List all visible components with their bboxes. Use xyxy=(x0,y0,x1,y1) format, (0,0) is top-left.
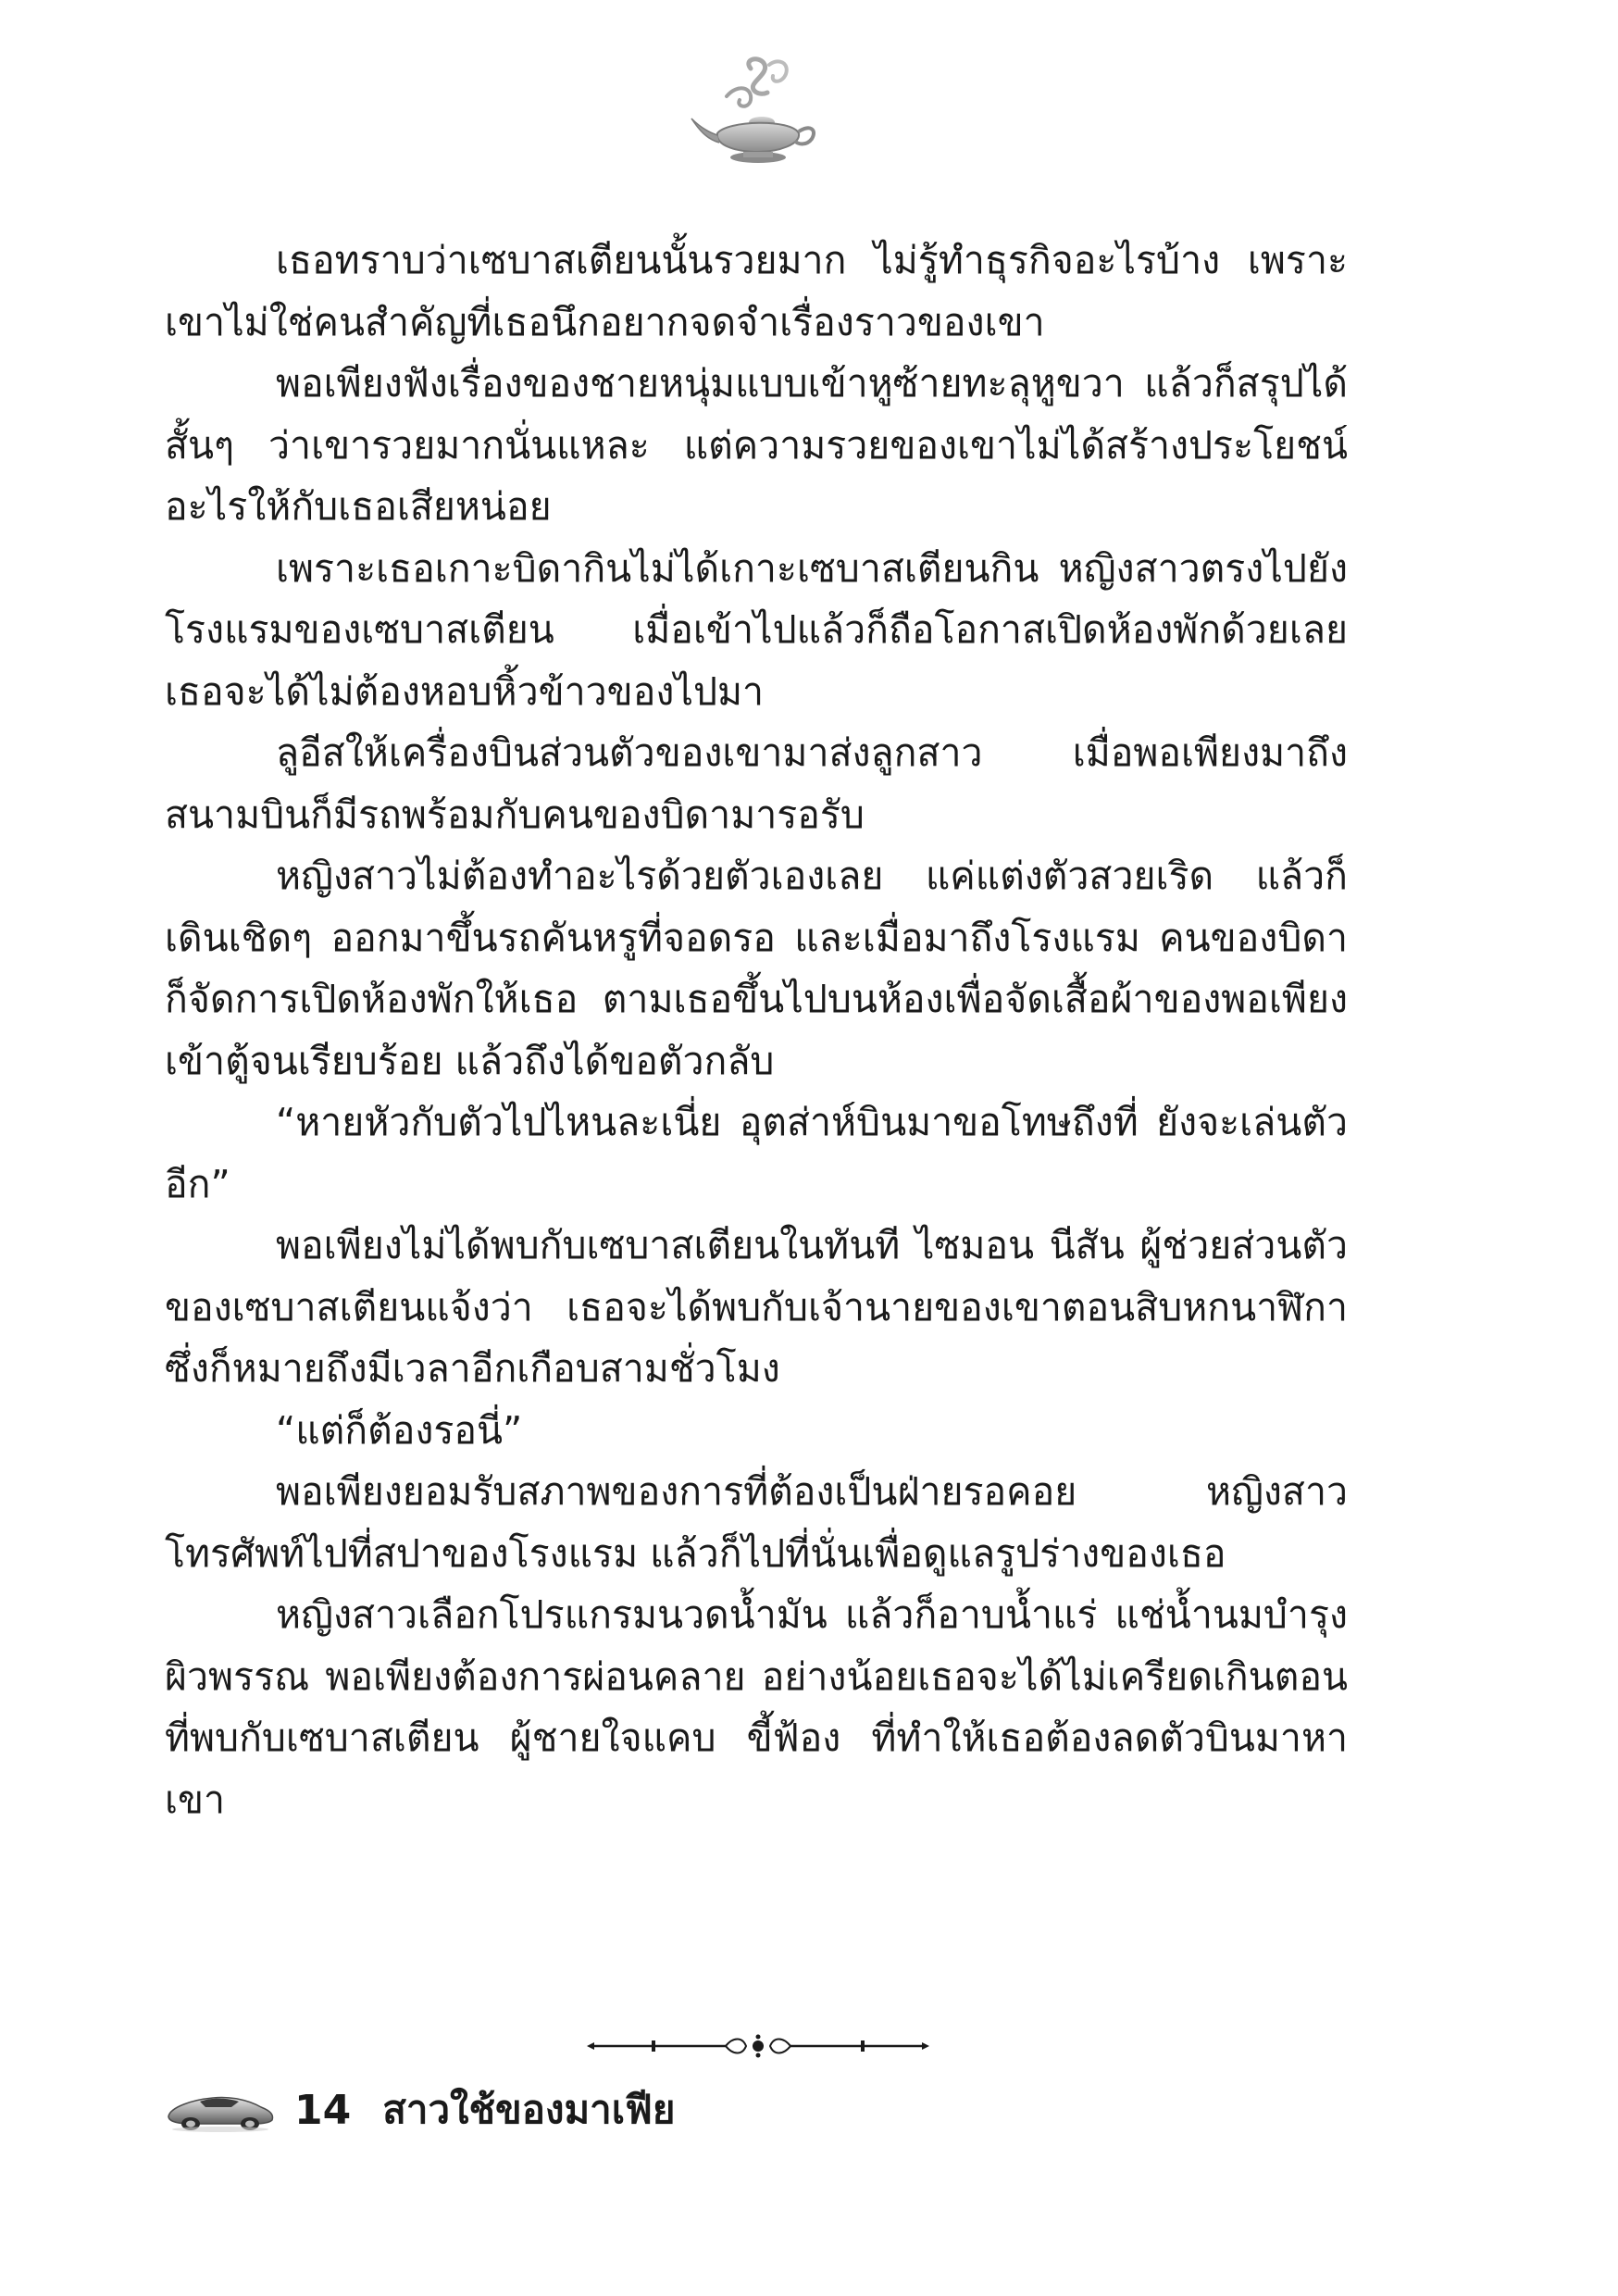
paragraph: ลูอีสให้เครื่องบินส่วนตัวของเขามาส่งลูกสาว เมื่อพอเพียงมาถึงสนามบินก็มีรถพร้อมกับคนของบิดามารอรับ xyxy=(165,730,1348,837)
paragraph: เธอทราบว่าเซบาสเตียนนั้นรวยมาก ไม่รู้ทำธุรกิจอะไรบ้าง เพราะเขาไม่ใช่คนสำคัญที่เธอนึกอยากจดจำเรื่องราวของเขา xyxy=(165,238,1348,344)
body-text xyxy=(165,230,1348,1830)
page-number: 14 xyxy=(294,2086,352,2134)
paragraph: พอเพียงฟังเรื่องของชายหนุ่มแบบเข้าหูซ้ายทะลุหูขวา แล้วก็สรุปได้สั้นๆ ว่าเขารวยมากนั่นแหละ แต่ความรวยของเขาไม่ได้สร้างประโยชน์อะไรให้กับเธอเสียหน่อย xyxy=(165,361,1348,529)
book-title: สาวใช้ของมาเฟีย xyxy=(382,2087,676,2132)
ornamental-divider-icon xyxy=(587,2033,929,2059)
paragraph: หญิงสาวไม่ต้องทำอะไรด้วยตัวเองเลย แค่แต่งตัวสวยเริด แล้วก็เดินเชิดๆ ออกมาขึ้นรถคันหรูที่จอดรอ และเมื่อมาถึงโรงแรม คนของบิดาก็จัดการเปิดห้องพักให้เธอ ตามเธอขึ้นไปบนห้องเพื่อจัดเสื้อผ้าของพอเพียงเข้าตู้จนเรียบร้อย แล้วถึงได้ขอตัวกลับ xyxy=(165,854,1348,1083)
genie-lamp-icon xyxy=(690,56,819,176)
paragraph: หญิงสาวเลือกโปรแกรมนวดน้ำมัน แล้วก็อาบน้ำแร่ แช่น้ำนมบำรุงผิวพรรณ พอเพียงต้องการผ่อนคลาย อย่างน้อยเธอจะได้ไม่เครียดเกินตอนที่พบกับเซบาสเตียน ผู้ชายใจแคบ ขี้ฟ้อง ที่ทำให้เธอต้องลดตัวบินมาหาเขา xyxy=(165,1592,1348,1822)
paragraph: พอเพียงยอมรับสภาพของการที่ต้องเป็นฝ่ายรอคอย หญิงสาวโทรศัพท์ไปที่สปาของโรงแรม แล้วก็ไปที่นั่นเพื่อดูแลรูปร่างของเธอ xyxy=(165,1469,1348,1576)
page-footer xyxy=(165,2078,675,2142)
sports-car-icon xyxy=(165,2087,276,2133)
paragraph: “แต่ก็ต้องรอนี่” xyxy=(276,1407,523,1453)
paragraph: พอเพียงไม่ได้พบกับเซบาสเตียนในทันที ไซมอน นีสัน ผู้ช่วยส่วนตัวของเซบาสเตียนแจ้งว่า เธอจะได้พบกับเจ้านายของเขาตอนสิบหกนาฬิกา ซึ่งก็หมายถึงมีเวลาอีกเกือบสามชั่วโมง xyxy=(165,1223,1348,1391)
paragraph: เพราะเธอเกาะบิดากินไม่ได้เกาะเซบาสเตียนกิน หญิงสาวตรงไปยังโรงแรมของเซบาสเตียน เมื่อเข้าไปแล้วก็ถือโอกาสเปิดห้องพักด้วยเลย เธอจะได้ไม่ต้องหอบหิ้วข้าวของไปมา xyxy=(165,545,1348,714)
paragraph: “หายหัวกับตัวไปไหนละเนี่ย อุตส่าห์บินมาขอโทษถึงที่ ยังจะเล่นตัวอีก” xyxy=(165,1100,1348,1206)
